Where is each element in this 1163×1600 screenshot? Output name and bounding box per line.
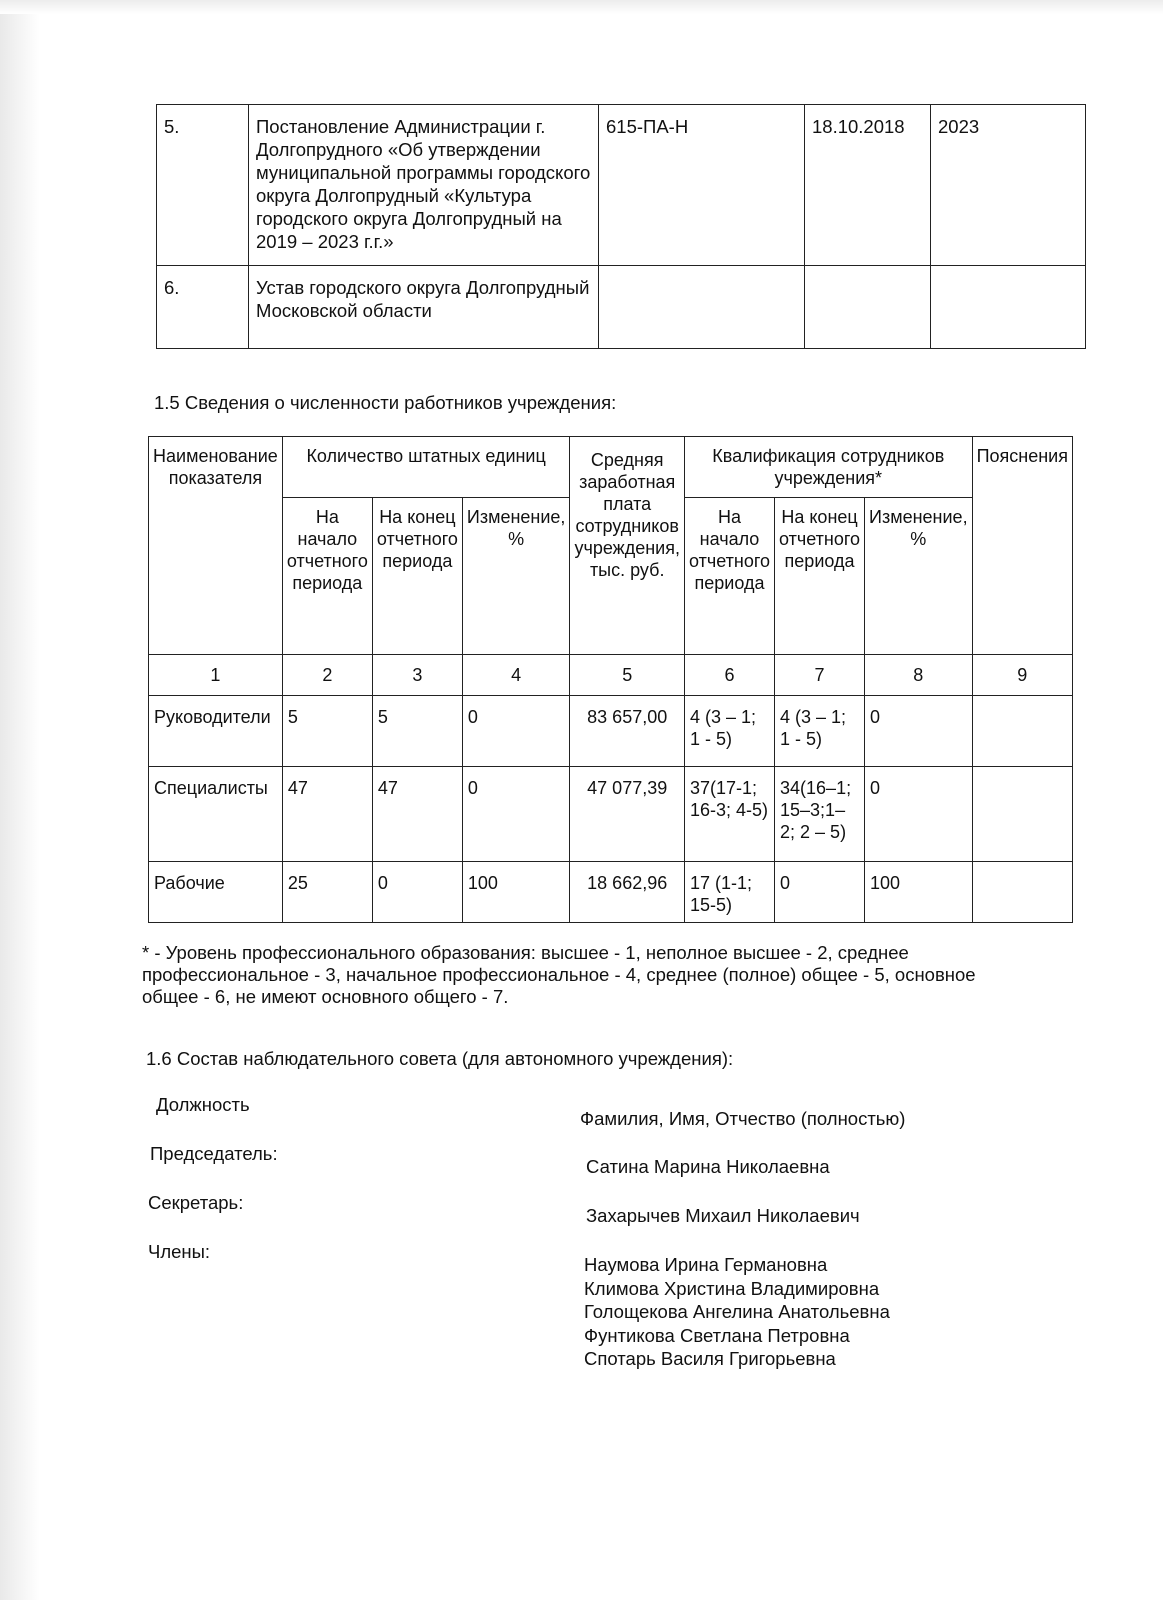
table-row <box>149 767 1073 862</box>
row-name: Специалисты <box>149 767 283 862</box>
column-index: 3 <box>372 655 462 696</box>
row-name: Руководители <box>149 696 283 767</box>
header-indicator: Наименование показателя <box>149 437 283 655</box>
scan-top-shadow <box>0 0 1163 14</box>
cell-notes <box>972 767 1072 862</box>
document-year: 2023 <box>931 105 1086 266</box>
table-row <box>149 696 1073 767</box>
cell-q-end: 0 <box>775 862 865 923</box>
cell-q-start: 4 (3 – 1; 1 - 5) <box>684 696 774 767</box>
document-title: Постановление Администрации г. Долгопрудного «Об утверждении муниципальной программы городского округа Долгопрудный «Культура городского округа Долгопрудный на 2019 – 2023 г.г.» <box>249 105 599 266</box>
column-index: 5 <box>570 655 685 696</box>
secretary-name: Захарычев Михаил Николаевич <box>586 1205 860 1226</box>
members-list <box>584 1253 890 1371</box>
header-start: На начало отчетного периода <box>282 498 372 655</box>
cell-end: 5 <box>372 696 462 767</box>
header-q-start: На начало отчетного периода <box>684 498 774 655</box>
member-name: Спотарь Василя Григорьевна <box>584 1348 836 1369</box>
document-date <box>805 266 931 349</box>
header-q-change: Изменение, % <box>865 498 973 655</box>
member-name: Голощекова Ангелина Анатольевна <box>584 1301 890 1322</box>
cell-salary: 18 662,96 <box>570 862 685 923</box>
cell-q-start: 37(17-1; 16-3; 4-5) <box>684 767 774 862</box>
document-number: 615-ПА-Н <box>599 105 805 266</box>
cell-notes <box>972 862 1072 923</box>
chairman-label: Председатель: <box>150 1143 278 1164</box>
header-staff-units: Количество штатных единиц <box>282 437 570 498</box>
section-1-5-heading: 1.5 Сведения о численности работников учреждения: <box>154 392 617 413</box>
member-name: Наумова Ирина Германовна <box>584 1254 828 1275</box>
column-index: 4 <box>462 655 570 696</box>
chairman-name: Сатина Марина Николаевна <box>586 1156 830 1177</box>
footnote: * - Уровень профессионального образования: высшее - 1, неполное высшее - 2, среднее профессиональное - 3, начальное профессиональное - 4, среднее (полное) общее - 5, основное общее - 6, не имеют основного общего - 7. <box>142 942 976 1007</box>
row-number: 5. <box>157 105 249 266</box>
legal-documents-table <box>156 104 1086 349</box>
member-name: Климова Христина Владимировна <box>584 1277 880 1299</box>
document-title: Устав городского округа Долгопрудный Московской области <box>249 266 599 349</box>
header-row <box>149 437 1073 498</box>
cell-q-end: 4 (3 – 1; 1 - 5) <box>775 696 865 767</box>
column-index: 7 <box>775 655 865 696</box>
column-index: 6 <box>684 655 774 696</box>
header-change: Изменение, % <box>462 498 570 655</box>
column-name-label: Фамилия, Имя, Отчество (полностью) <box>580 1108 906 1129</box>
cell-change: 0 <box>462 696 570 767</box>
staff-table <box>148 436 1073 923</box>
header-qualification: Квалификация сотрудников учреждения* <box>684 437 972 498</box>
table-row <box>157 266 1086 349</box>
column-index: 1 <box>149 655 283 696</box>
cell-end: 0 <box>372 862 462 923</box>
header-q-end: На конец отчетного периода <box>775 498 865 655</box>
cell-salary: 47 077,39 <box>570 767 685 862</box>
cell-q-change: 0 <box>865 767 973 862</box>
cell-q-change: 0 <box>865 696 973 767</box>
section-1-6-heading: 1.6 Состав наблюдательного совета (для автономного учреждения): <box>146 1048 734 1069</box>
scan-left-shadow <box>0 0 40 1600</box>
header-end: На конец отчетного периода <box>372 498 462 655</box>
header-notes: Пояснения <box>972 437 1072 655</box>
secretary-label: Секретарь: <box>148 1192 244 1213</box>
header-salary: Средняя заработная плата сотрудников учреждения, тыс. руб. <box>570 437 685 655</box>
column-index: 9 <box>972 655 1072 696</box>
cell-change: 0 <box>462 767 570 862</box>
column-index: 8 <box>865 655 973 696</box>
cell-start: 25 <box>282 862 372 923</box>
cell-start: 5 <box>282 696 372 767</box>
table-row <box>157 105 1086 266</box>
document-number <box>599 266 805 349</box>
row-number: 6. <box>157 266 249 349</box>
cell-start: 47 <box>282 767 372 862</box>
row-name: Рабочие <box>149 862 283 923</box>
column-index: 2 <box>282 655 372 696</box>
column-position-label: Должность <box>156 1094 250 1115</box>
document-year <box>931 266 1086 349</box>
cell-change: 100 <box>462 862 570 923</box>
cell-q-end: 34(16–1; 15–3;1–2; 2 – 5) <box>775 767 865 862</box>
document-date: 18.10.2018 <box>805 105 931 266</box>
column-index-row <box>149 655 1073 696</box>
cell-end: 47 <box>372 767 462 862</box>
cell-salary: 83 657,00 <box>570 696 685 767</box>
member-name: Фунтикова Светлана Петровна <box>584 1324 850 1346</box>
table-row <box>149 862 1073 923</box>
cell-q-start: 17 (1-1; 15-5) <box>684 862 774 923</box>
members-label: Члены: <box>148 1241 211 1262</box>
cell-notes <box>972 696 1072 767</box>
cell-q-change: 100 <box>865 862 973 923</box>
